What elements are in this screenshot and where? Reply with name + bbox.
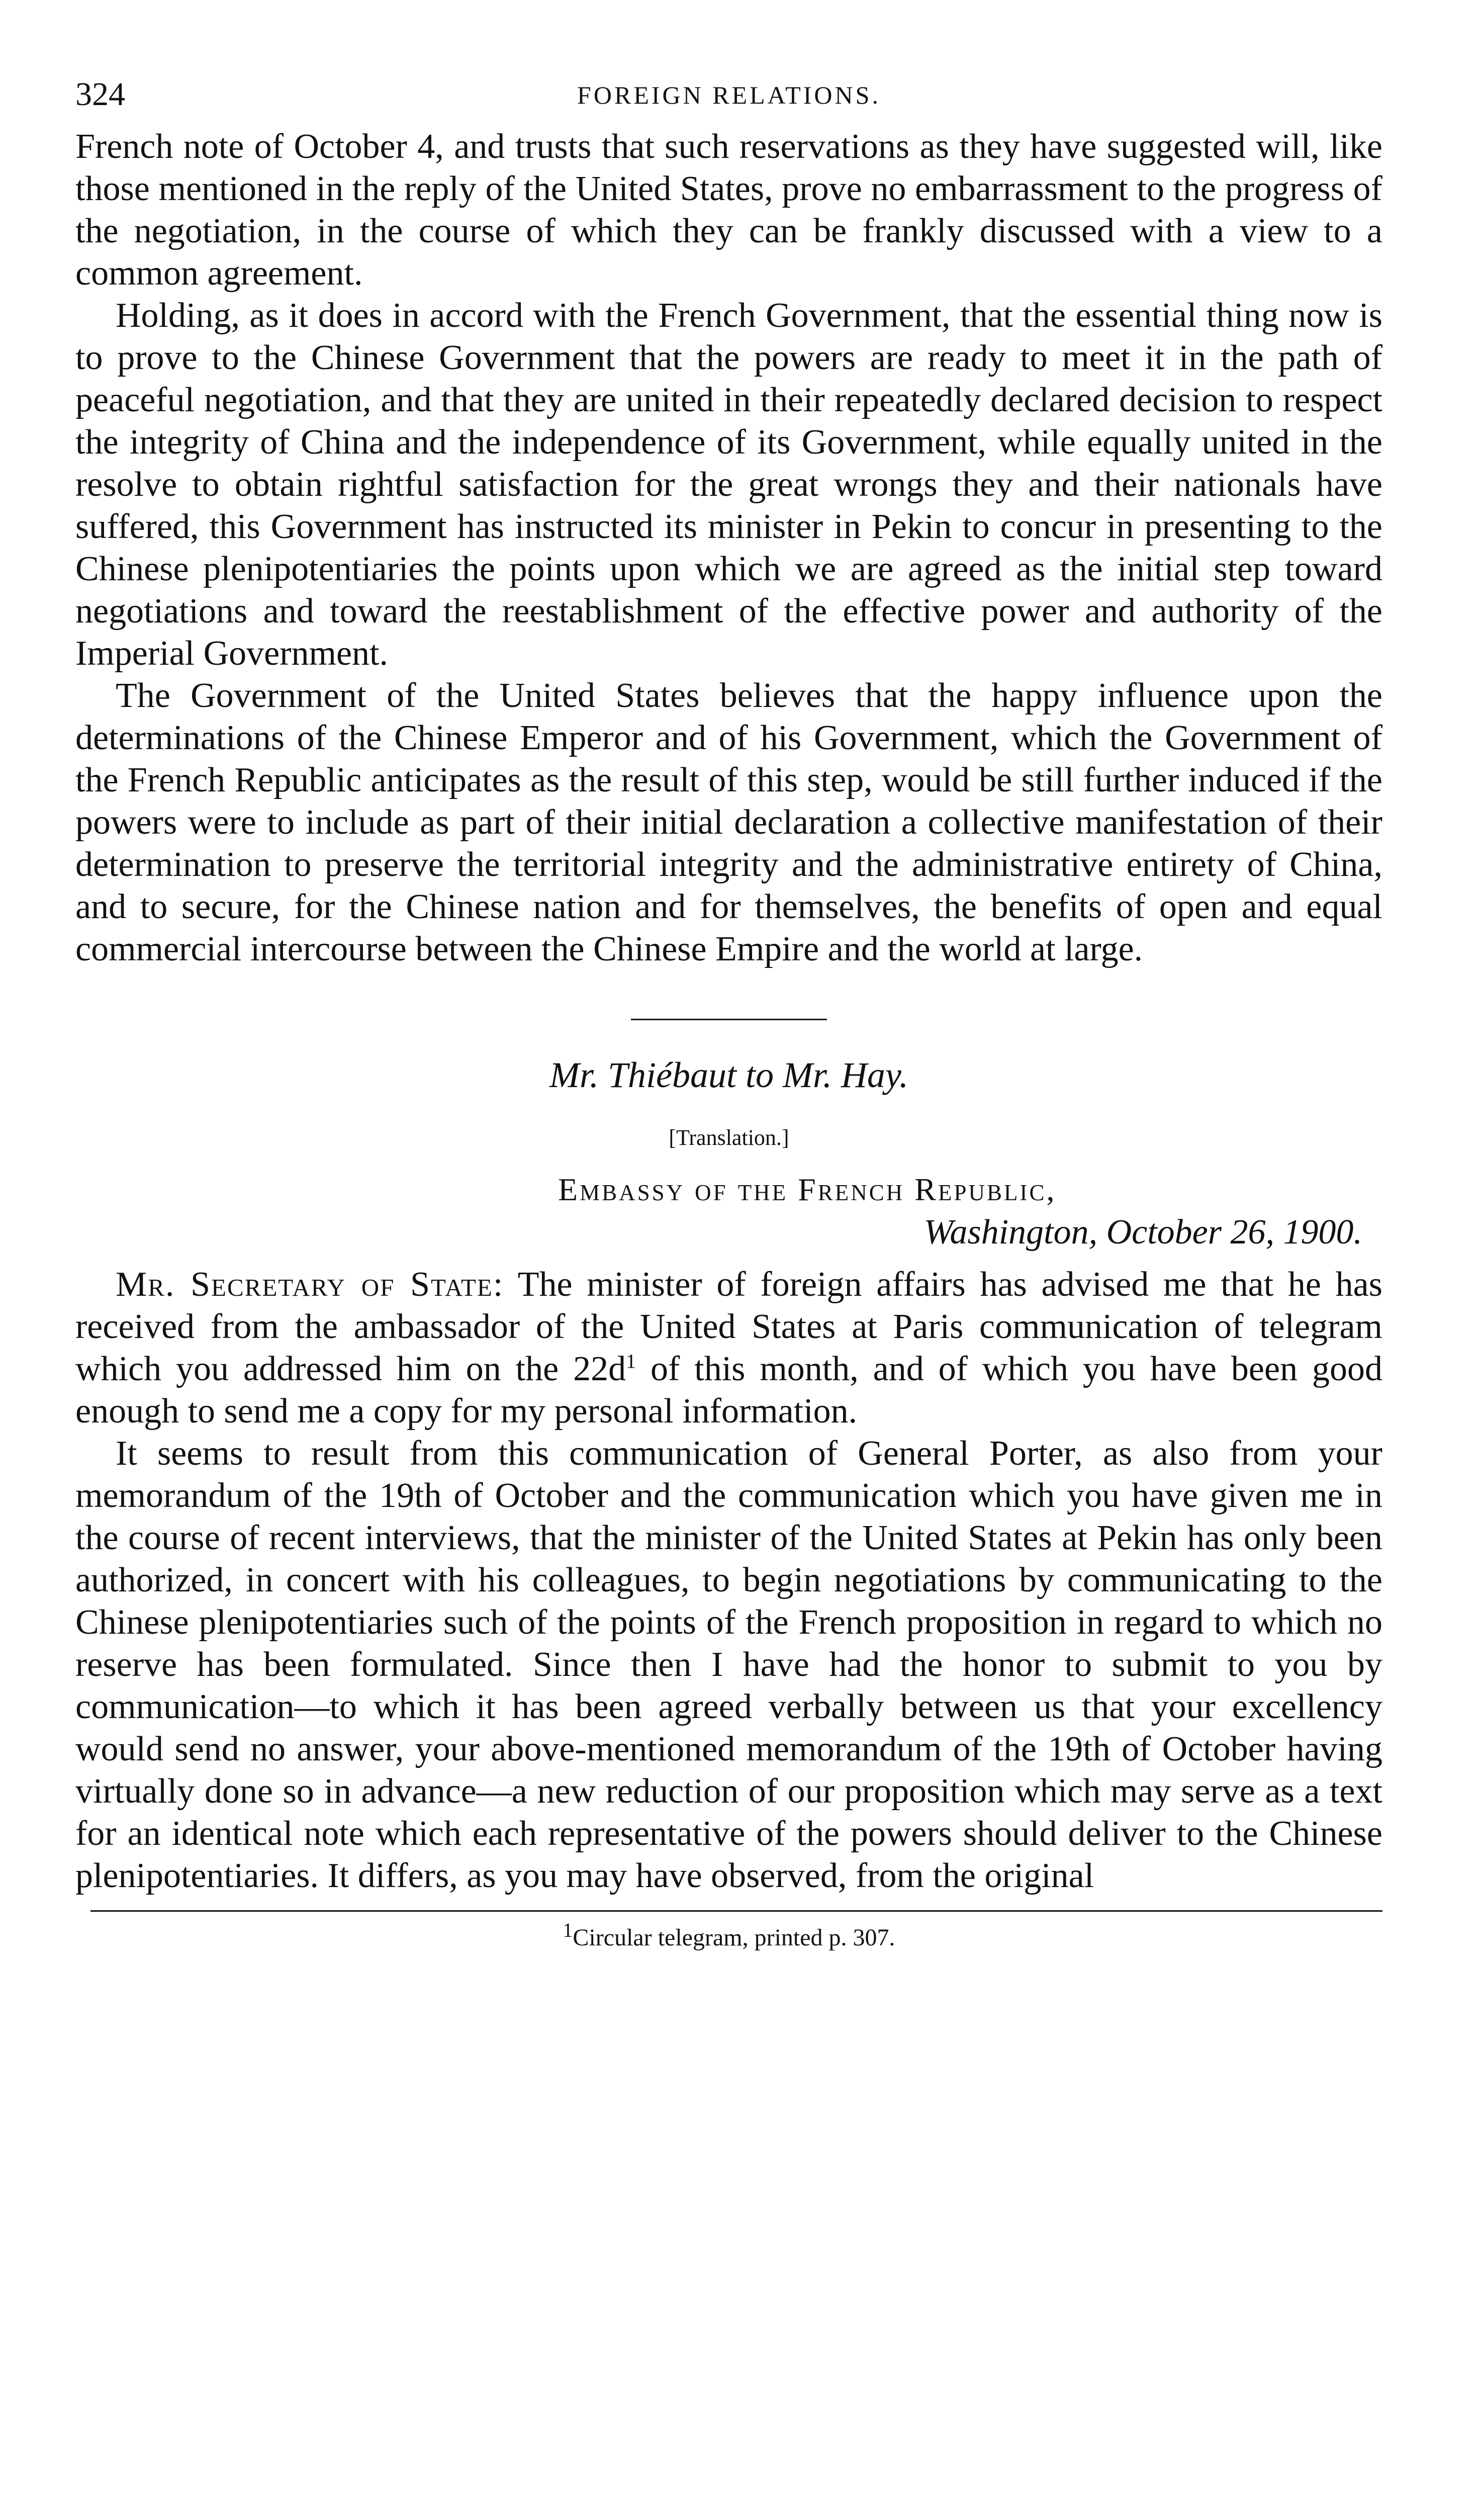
running-title: FOREIGN RELATIONS. — [577, 81, 881, 109]
letter-body — [75, 1264, 1382, 1897]
letter-paragraph-1-text-b: of this month, and of which you have been good enough to send me a copy for my personal information. — [75, 1350, 1383, 1431]
document-page — [75, 75, 1382, 2449]
running-head — [75, 75, 1382, 126]
letter-paragraph-1 — [75, 1264, 1382, 1433]
footnote-text: Circular telegram, printed p. 307. — [573, 1924, 895, 1951]
translation-note: [Translation.] — [669, 1125, 789, 1150]
intro-section — [75, 126, 1382, 970]
letter-place-date: Washington, October 26, 1900. — [923, 1213, 1362, 1252]
letter-dateline — [75, 1171, 1382, 1257]
intro-paragraph-2: Holding, as it does in accord with the French Government, that the essential thing now is to prove to the Chinese Government that the powers are ready to meet it in the path of peaceful negotiation, and that they are united in their repeatedly declared decision to respect the integrity of China and the independence of its Government, while equally united in the resolve to obtain rightful satisfaction for the great wrongs they and their nationals have suffered, this Government has instructed its minister in Pekin to concur in presenting to the Chinese plenipotentiaries the points upon which we are agreed as the initial step toward negotiations and toward the reestablishment of the effective power and authority of the Imperial Government. — [75, 296, 1382, 673]
footnote-mark: 1 — [563, 1919, 573, 1941]
footnote — [75, 1919, 1382, 1953]
intro-paragraph-1: French note of October 4, and trusts that such reservations as they have suggested will, like those mentioned in the reply of the United States, prove no embarrassment to the progress of the negotiation, in the course of which they can be frankly discussed with a view to a common agreement. — [75, 127, 1382, 293]
intro-paragraph-3: The Government of the United States believes that the happy influence upon the determinations of the Chinese Emperor and of his Government, which the Government of the French Republic anticipates as the result of this step, would be still further induced if the powers were to include as part of their initial declaration a collective manifestation of their determination to preserve the territorial integrity and the administrative entirety of China, and to secure, for the Chinese nation and for themselves, the benefits of open and equal commercial intercourse between the Chinese Empire and the world at large. — [75, 676, 1382, 968]
letter-salutation: Mr. Secretary of State: — [116, 1265, 504, 1304]
letter-sender: Embassy of the French Republic, — [558, 1172, 1057, 1207]
letter-heading: Mr. Thiébaut to Mr. Hay. — [549, 1055, 909, 1095]
footnote-divider — [90, 1910, 1382, 1912]
page-number: 324 — [75, 76, 125, 113]
letter-paragraph-1-text-a: The minister of foreign affairs has advised me that he has received from the ambassador of the United States at Paris communication of telegram which you addressed him on the 22d — [75, 1265, 1382, 1388]
letter-paragraph-2: It seems to result from this communication of General Porter, as also from your memorandum of the 19th of October and the communication which you have given me in the course of recent interviews, that the minister of the United States at Pekin has only been authorized, in concert with his colleagues, to begin negotiations by communicating to the Chinese plenipotentiaries such of the points of the French proposition in regard to which no reserve has been formulated. Since then I have had the honor to submit to you by communication—to which it has been agreed verbally between us that your excellency would send no answer, your above-mentioned memorandum of the 19th of October having virtually done so in advance—a new reduction of our proposition which may serve as a text for an identical note which each representative of the powers should deliver to the Chinese plenipotentiaries. It differs, as you may have observed, from the original — [75, 1434, 1382, 1895]
section-divider — [631, 1019, 827, 1020]
footnote-reference: 1 — [626, 1350, 636, 1373]
